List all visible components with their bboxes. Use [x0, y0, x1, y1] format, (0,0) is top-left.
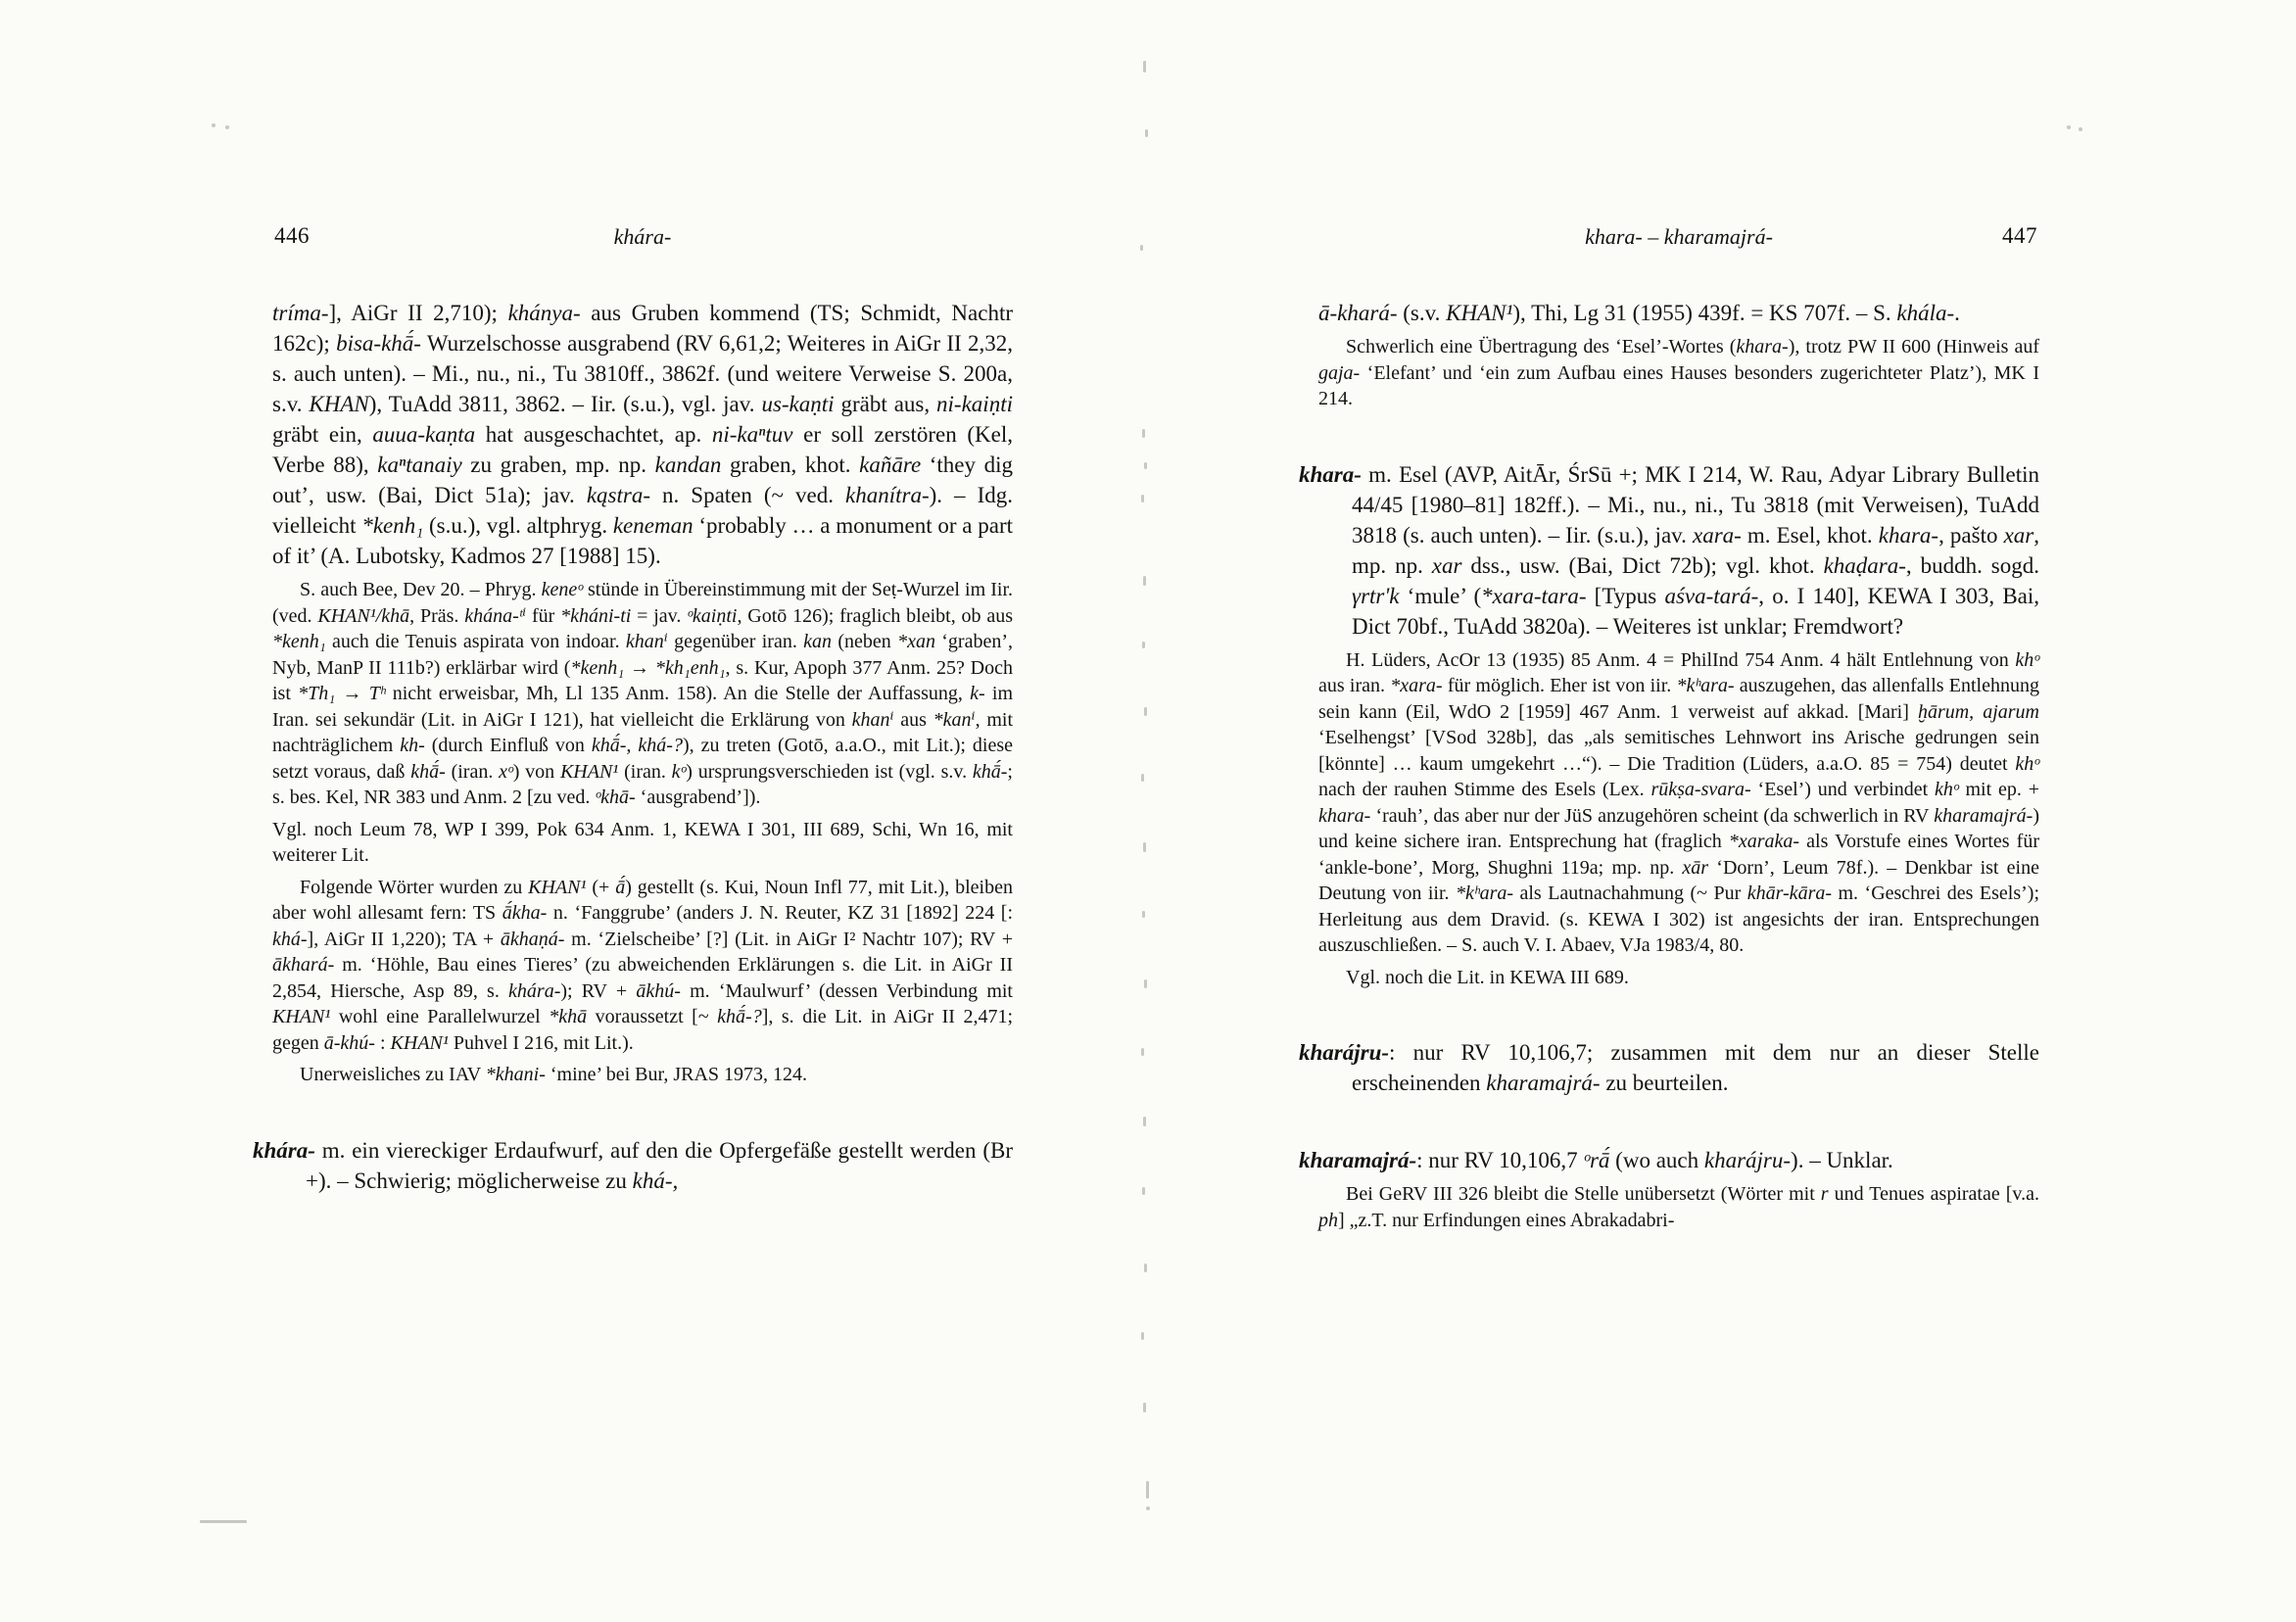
page-right-text-column [1299, 298, 2040, 1233]
page-left-text-column [253, 298, 1014, 1196]
page-right-header [1318, 223, 2039, 264]
entry-kharamajra: kharamajrá-: nur RV 10,106,7 ᵒrā́ (wo auch kharájru-). – Unklar. [1299, 1148, 1893, 1172]
note-kewa-ref: Vgl. noch die Lit. in KEWA III 689. [1346, 966, 1629, 988]
note-literature-refs: Vgl. noch Leum 78, WP I 399, Pok 634 Anm. 1, KEWA I 301, III 689, Schi, Wn 16, mit weiterer Lit. [272, 818, 1013, 866]
page-right [1299, 223, 2040, 1233]
running-head-right: khara- – kharamajrá- [1585, 224, 1773, 249]
running-head-left: khára- [613, 224, 672, 249]
continuation-khan-entry: tríma-], AiGr II 2,710); khánya- aus Gruben kommend (TS; Schmidt, Nachtr 162c); bisa-khā́- Wurzelschosse ausgrabend (RV 6,61,2; Weiteres in AiGr II 2,32, s. auch unten). – Mi., nu., ni., Tu 3810ff., 3862f. (und weitere Verweise S. 200a, s.v. KHAN), TuAdd 3811, 3862. – Iir. (s.u.), vgl. jav. us-kaṇti gräbt aus, ni-kaiṇti gräbt ein, auua-kaṇta hat ausgeschachtet, ap. ni-kaⁿtuv er soll zerstören (Kel, Verbe 88), kaⁿtanaiy zu graben, mp. np. kandan graben, khot. kañāre ‘they dig out’, usw. (Bai, Dict 51a); jav. kąstra- n. Spaten (~ ved. khanítra-). – Idg. vielleicht *kenh₁ (s.u.), vgl. altphryg. keneman ‘probably … a monument or a part of it’ (A. Lubotsky, Kadmos 27 [1988] 15). [272, 301, 1014, 568]
note-lueders-discussion: H. Lüders, AcOr 13 (1935) 85 Anm. 4 = PhilInd 754 Anm. 4 hält Entlehnung von khᵒ aus iran. *xara- für möglich. Eher ist von iir. *kʰara- auszugehen, das allenfalls Entlehnung sein kann (Eil, WdO 2 [1959] 467 Anm. 1 verweist auf akkad. [Mari] ḫārum, ajarum ‘Eselhengst’ [VSod 328b], das „als semitisches Lehnwort ins Arische gedrungen sein [könnte] … kaum umgekehrt …“). – Die Tradition (Lüders, a.a.O. 85 = 754) deutet khᵒ nach der rauhen Stimme des Esels (Lex. rūkṣa-svara- ‘Esel’) und verbindet khᵒ mit ep. + khara- ‘rauh’, das aber nur der JüS anzugehören scheint (da schwerlich in RV kharamajrá-) und keine sichere iran. Entsprechung hat (fraglich *xaraka- als Vorstufe eines Wortes für ‘ankle-bone’, Morg, Shughni 119a; mp. np. xār ‘Dorn’, Leum 78f.). – Denkbar ist eine Deutung von iir. *kʰara- als Lautnachahmung (~ Pur khār-kāra- m. ‘Geschrei des Esels’); Herleitung aus dem Dravid. (s. KEWA I 302) ist angesichts der iran. Entsprechungen auszuschließen. – S. auch V. I. Abaev, VJa 1983/4, 80. [1318, 648, 2040, 956]
page-number-left: 446 [274, 223, 310, 248]
continuation-a-khara: ā-khará- (s.v. KHAN¹), Thi, Lg 31 (1955) 439f. = KS 707f. – S. khála-. [1318, 301, 1960, 325]
page-left-header [272, 223, 1013, 264]
page-number-right: 447 [2002, 223, 2037, 248]
note-esel-uebertragung: Schwerlich eine Übertragung des ‘Esel’-Wortes (khara-), trotz PW II 600 (Hinweis auf gaja- ‘Elefant’ und ‘ein zum Aufbau eines Hauses besonders zugerichteter Platz’), MK I 214. [1318, 336, 2039, 409]
note-related-words: Folgende Wörter wurden zu KHAN¹ (+ ā́) gestellt (s. Kui, Noun Infl 77, mit Lit.), bleiben aber wohl allesamt fern: TS ā́kha- n. ‘Fanggrube’ (anders J. N. Reuter, KZ 31 [1892] 224 [: khá-], AiGr II 1,220); TA + ākhaṇá- m. ‘Zielscheibe’ [?] (Lit. in AiGr I² Nachtr 107); RV + ākhará- m. ‘Höhle, Bau eines Tieres’ (zu abweichenden Erklärungen s. die Lit. in AiGr II 2,854, Hiersche, Asp 89, s. khára-); RV + ākhú- m. ‘Maulwurf’ (dessen Verbindung mit KHAN¹ wohl eine Parallelwurzel *khā voraussetzt [~ khā́-?], s. die Lit. in AiGr II 2,471; gegen ā-khú- : KHAN¹ Puhvel I 216, mit Lit.). [272, 876, 1014, 1054]
page-left [253, 223, 1014, 1196]
note-phrygian-comparison: S. auch Bee, Dev 20. – Phryg. keneᵒ stünde in Übereinstimmung mit der Seṭ-Wurzel im Iir. (ved. KHAN¹/khā, Präs. khána-ᵗⁱ für *kháni-ti = jav. ᵒkaiṇti, Gotō 126); fraglich bleibt, ob aus *kenh₁ auch die Tenuis aspirata von indoar. khanⁱ gegenüber iran. kan (neben *xan ‘graben’, Nyb, ManP II 111b?) erklärbar wird (*kenh₁ → *kh₁enh₁, s. Kur, Apoph 377 Anm. 25? Doch ist *Th₁ → Tʰ nicht erweisbar, Mh, Ll 135 Anm. 158). An die Stelle der Auffassung, k- im Iran. sei sekundär (Lit. in AiGr I 121), hat vielleicht die Erklärung von khanⁱ aus *kanⁱ, mit nachträglichem kh- (durch Einfluß von khā́-, khá-?), zu treten (Gotō, a.a.O., mit Lit.); diese setzt voraus, daß khā́- (iran. xᵒ) von KHAN¹ (iran. kᵒ) ursprungsverschieden ist (vgl. s.v. khā́-; s. bes. Kel, NR 383 und Anm. 2 [zu ved. ᵒkhā- ‘ausgrabend’]). [272, 579, 1014, 808]
entry-khara-mound: khára- m. ein viereckiger Erdaufwurf, auf den die Opfergefäße gestellt werden (Br +). – Schwierig; möglicherweise zu khá-, [253, 1137, 1013, 1193]
entry-kharajru: kharájru-: nur RV 10,106,7; zusammen mit dem nur an dieser Stelle erscheinenden kharamajrá- zu beurteilen. [1299, 1040, 2039, 1095]
note-khani-mine: Unerweisliches zu IAV *khani- ‘mine’ bei Bur, JRAS 1973, 124. [300, 1064, 808, 1085]
note-gerv-continuation: Bei GeRV III 326 bleibt die Stelle unübersetzt (Wörter mit r und Tenues aspiratae [v.a. ph] „z.T. nur Erfindungen eines Abrakadabri- [1318, 1183, 2039, 1231]
entry-khara-donkey: khara- m. Esel (AVP, AitĀr, ŚrSū +; MK I 214, W. Rau, Adyar Library Bulletin 44/45 [1980–81] 182ff.). – Mi., nu., ni., Tu 3818 (mit Verweisen), TuAdd 3818 (s. auch unten). – Iir. (s.u.), jav. xara- m. Esel, khot. khara-, pašto xar, mp. np. xar dss., usw. (Bai, Dict 72b); vgl. khot. khaḍara-, buddh. sogd. γrtr'k ‘mule’ (*xara-tara- [Typus aśva-tará-, o. I 140], KEWA I 303, Bai, Dict 70bf., TuAdd 3820a). – Weiteres ist unklar; Fremdwort? [1299, 461, 2040, 639]
